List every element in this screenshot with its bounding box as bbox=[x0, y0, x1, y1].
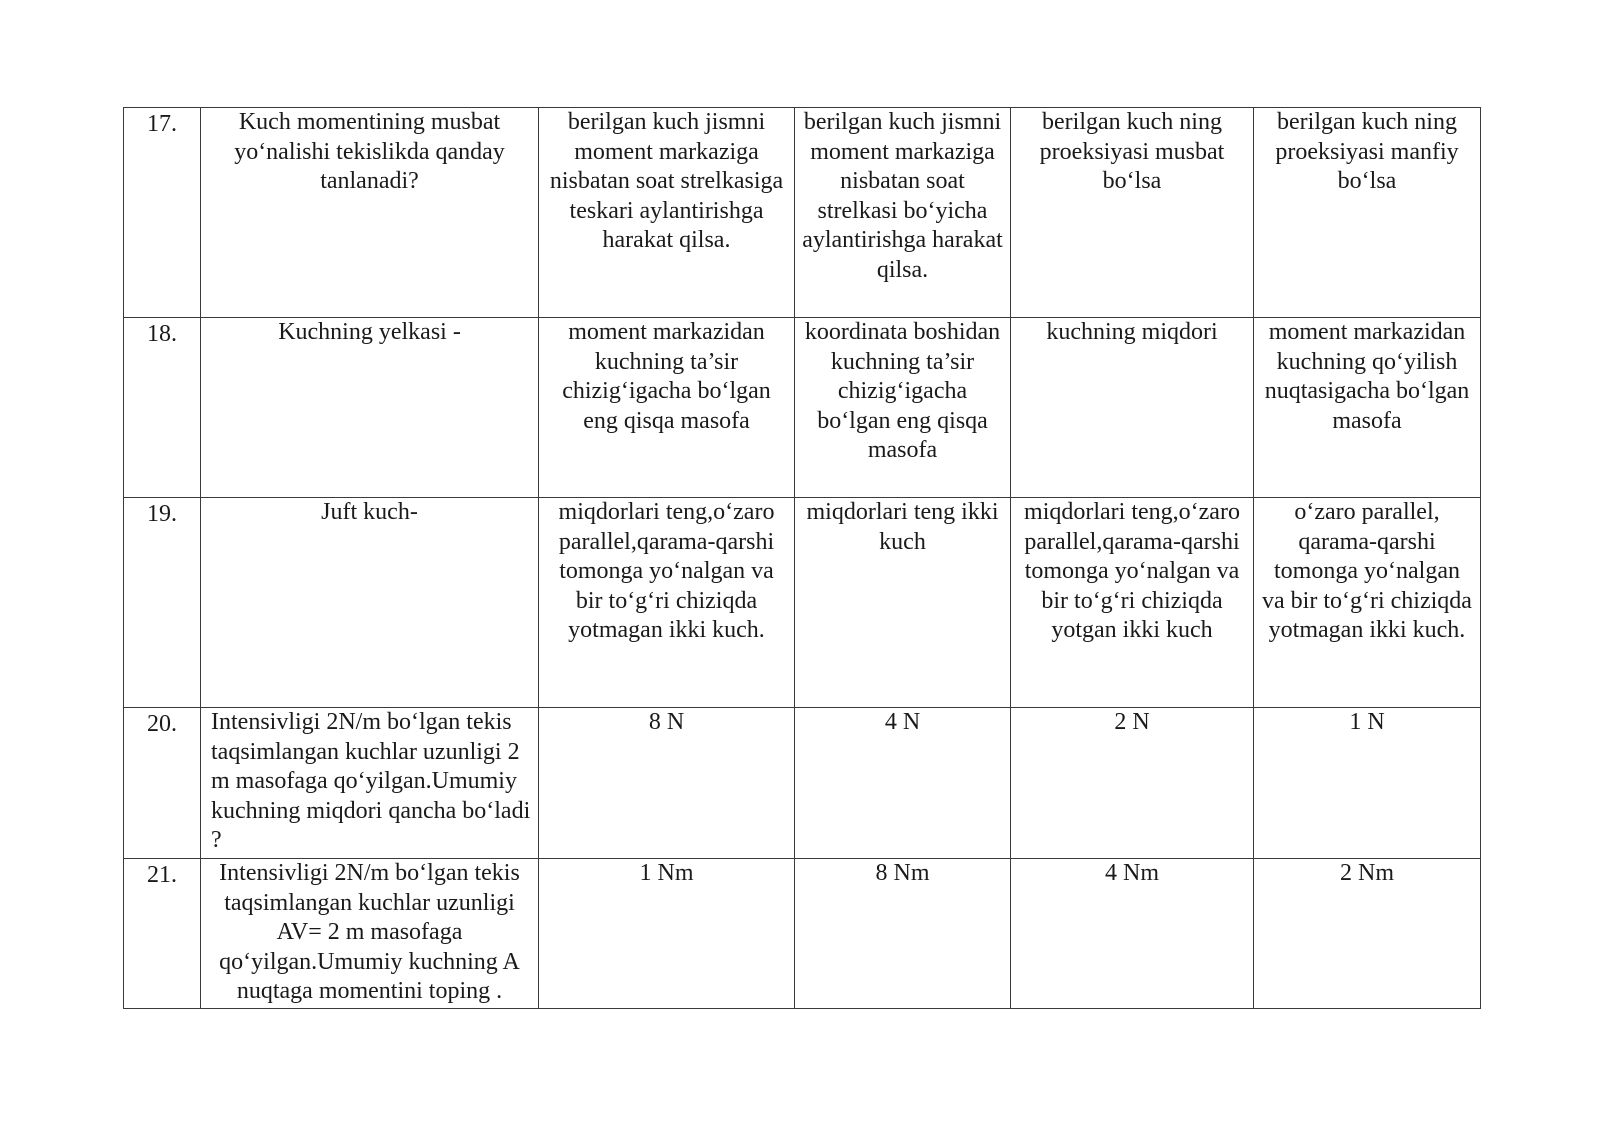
question-text: Juft kuch- bbox=[201, 498, 539, 708]
question-text: Intensivligi 2N/m bo‘lgan tekis taqsimlangan kuchlar uzunligi 2 m masofaga qo‘yilgan.Umumiy kuchning miqdori qancha bo‘ladi ? bbox=[201, 708, 539, 859]
quiz-table bbox=[123, 107, 1481, 1009]
answer-option-a: 1 Nm bbox=[539, 859, 795, 1009]
table-row bbox=[124, 708, 1481, 859]
answer-option-c: 2 N bbox=[1011, 708, 1254, 859]
question-text: Kuch momentining musbat yo‘nalishi tekislikda qanday tanlanadi? bbox=[201, 108, 539, 318]
question-text: Kuchning yelkasi - bbox=[201, 318, 539, 498]
answer-option-c: berilgan kuch ning proeksiyasi musbat bo‘lsa bbox=[1011, 108, 1254, 318]
question-number: 19. bbox=[124, 498, 201, 708]
question-number: 17. bbox=[124, 108, 201, 318]
question-number: 20. bbox=[124, 708, 201, 859]
answer-option-d: 1 N bbox=[1254, 708, 1481, 859]
question-text: Intensivligi 2N/m bo‘lgan tekis taqsimlangan kuchlar uzunligi AV= 2 m masofaga qo‘yilgan.Umumiy kuchning A nuqtaga momentini toping . bbox=[201, 859, 539, 1009]
answer-option-d: moment markazidan kuchning qo‘yilish nuqtasigacha bo‘lgan masofa bbox=[1254, 318, 1481, 498]
answer-option-c: kuchning miqdori bbox=[1011, 318, 1254, 498]
answer-option-b: koordinata boshidan kuchning ta’sir chizig‘igacha bo‘lgan eng qisqa masofa bbox=[795, 318, 1011, 498]
answer-option-a: moment markazidan kuchning ta’sir chizig‘igacha bo‘lgan eng qisqa masofa bbox=[539, 318, 795, 498]
question-number: 21. bbox=[124, 859, 201, 1009]
answer-option-b: berilgan kuch jismni moment markaziga nisbatan soat strelkasi bo‘yicha aylantirishga harakat qilsa. bbox=[795, 108, 1011, 318]
answer-option-c: 4 Nm bbox=[1011, 859, 1254, 1009]
answer-option-d: 2 Nm bbox=[1254, 859, 1481, 1009]
table-row bbox=[124, 108, 1481, 318]
answer-option-b: 4 N bbox=[795, 708, 1011, 859]
answer-option-d: berilgan kuch ning proeksiyasi manfiy bo‘lsa bbox=[1254, 108, 1481, 318]
answer-option-d: o‘zaro parallel, qarama-qarshi tomonga yo‘nalgan va bir to‘g‘ri chiziqda yotmagan ikki kuch. bbox=[1254, 498, 1481, 708]
answer-option-a: berilgan kuch jismni moment markaziga nisbatan soat strelkasiga teskari aylantirishga harakat qilsa. bbox=[539, 108, 795, 318]
table-row bbox=[124, 859, 1481, 1009]
table-row bbox=[124, 498, 1481, 708]
answer-option-b: miqdorlari teng ikki kuch bbox=[795, 498, 1011, 708]
answer-option-b: 8 Nm bbox=[795, 859, 1011, 1009]
answer-option-c: miqdorlari teng,o‘zaro parallel,qarama-qarshi tomonga yo‘nalgan va bir to‘g‘ri chiziqda yotgan ikki kuch bbox=[1011, 498, 1254, 708]
question-number: 18. bbox=[124, 318, 201, 498]
table-row bbox=[124, 318, 1481, 498]
answer-option-a: 8 N bbox=[539, 708, 795, 859]
answer-option-a: miqdorlari teng,o‘zaro parallel,qarama-qarshi tomonga yo‘nalgan va bir to‘g‘ri chiziqda yotmagan ikki kuch. bbox=[539, 498, 795, 708]
